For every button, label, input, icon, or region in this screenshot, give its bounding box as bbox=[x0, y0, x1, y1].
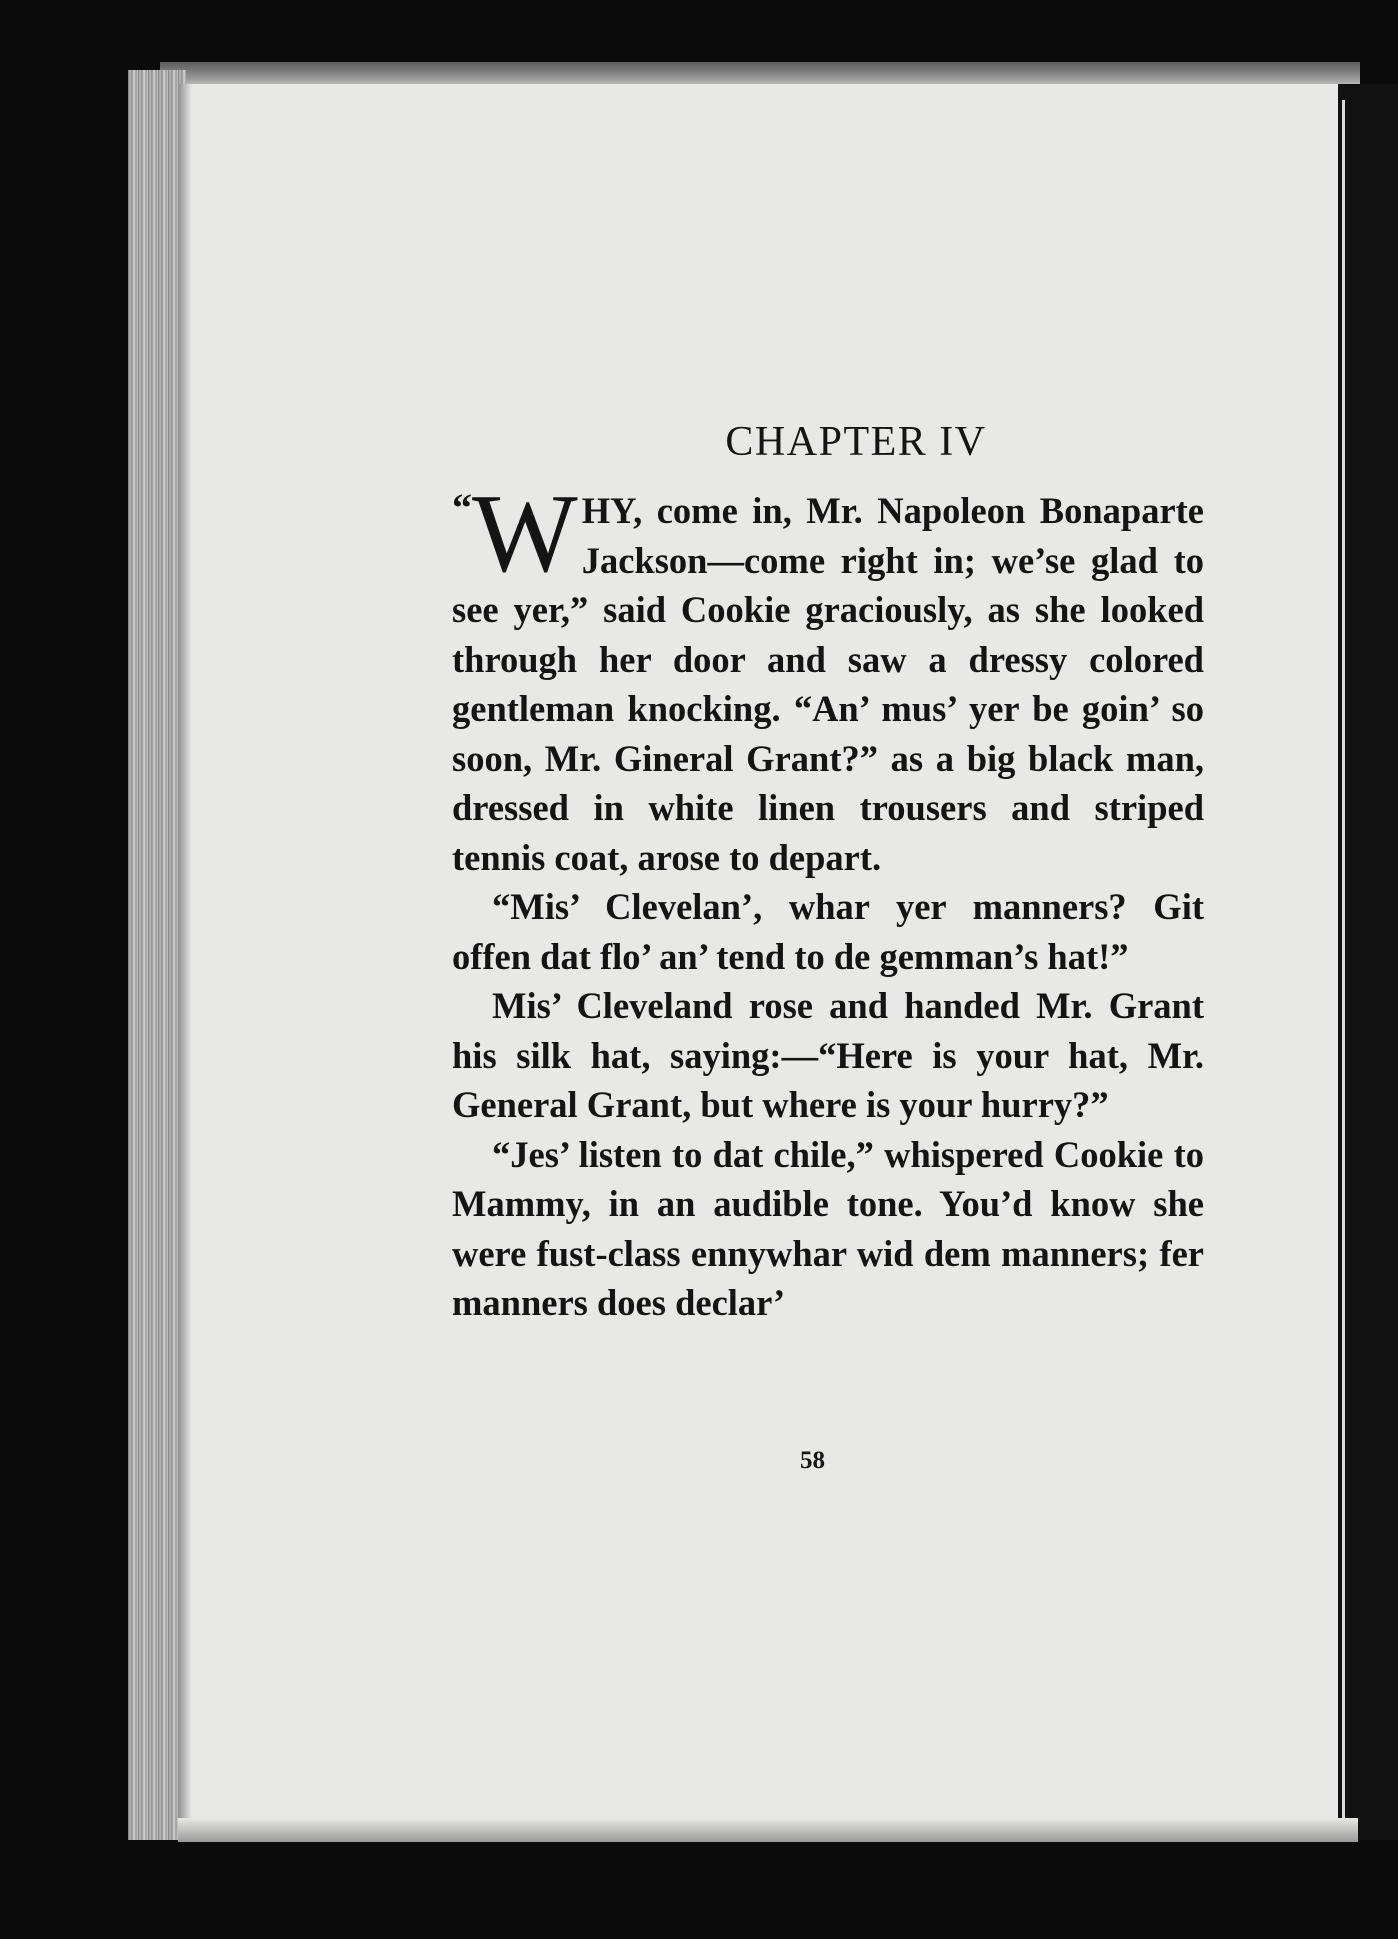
paragraph: Mis’ Cleveland rose and handed Mr. Grant his silk hat, saying:—“Here is your hat, Mr. General Grant, but where is your hurry?” bbox=[452, 985, 1204, 1125]
page-binding-shadow bbox=[178, 84, 192, 1840]
paragraph: “Jes’ listen to dat chile,” whispered Cookie to Mammy, in an audible tone. You’d know she were fust-class ennywhar wid dem manners; fer manners does declar’ bbox=[452, 1133, 1204, 1323]
drop-cap: W bbox=[472, 472, 576, 596]
paragraph-text: HY, come in, Mr. Napoleon Bonaparte Jackson—come right in; we’se glad to see yer,” said Cookie graciously, as she looked through her door and saw a dressy colored gentleman knocking. “An’ mus’ yer be goin’ so soon, Mr. Gineral Grant?” as a big black man, dressed in white linen trousers and striped tennis coat, arose to depart. bbox=[452, 490, 1204, 878]
facing-page-edge bbox=[1342, 100, 1345, 1840]
page-number: 58 bbox=[800, 1447, 825, 1474]
paragraph-opening bbox=[452, 472, 1204, 882]
chapter-heading: CHAPTER IV bbox=[725, 419, 987, 465]
page-bottom-shadow bbox=[178, 1818, 1358, 1842]
chapter-text bbox=[452, 412, 1204, 1328]
paragraph: “Mis’ Clevelan’, whar yer manners? Git offen dat flo’ an’ tend to de gemman’s hat!” bbox=[452, 886, 1204, 977]
facing-page-gutter bbox=[1338, 84, 1398, 1840]
drop-cap-group bbox=[452, 472, 576, 596]
opening-quote-mark: “ bbox=[452, 485, 472, 530]
